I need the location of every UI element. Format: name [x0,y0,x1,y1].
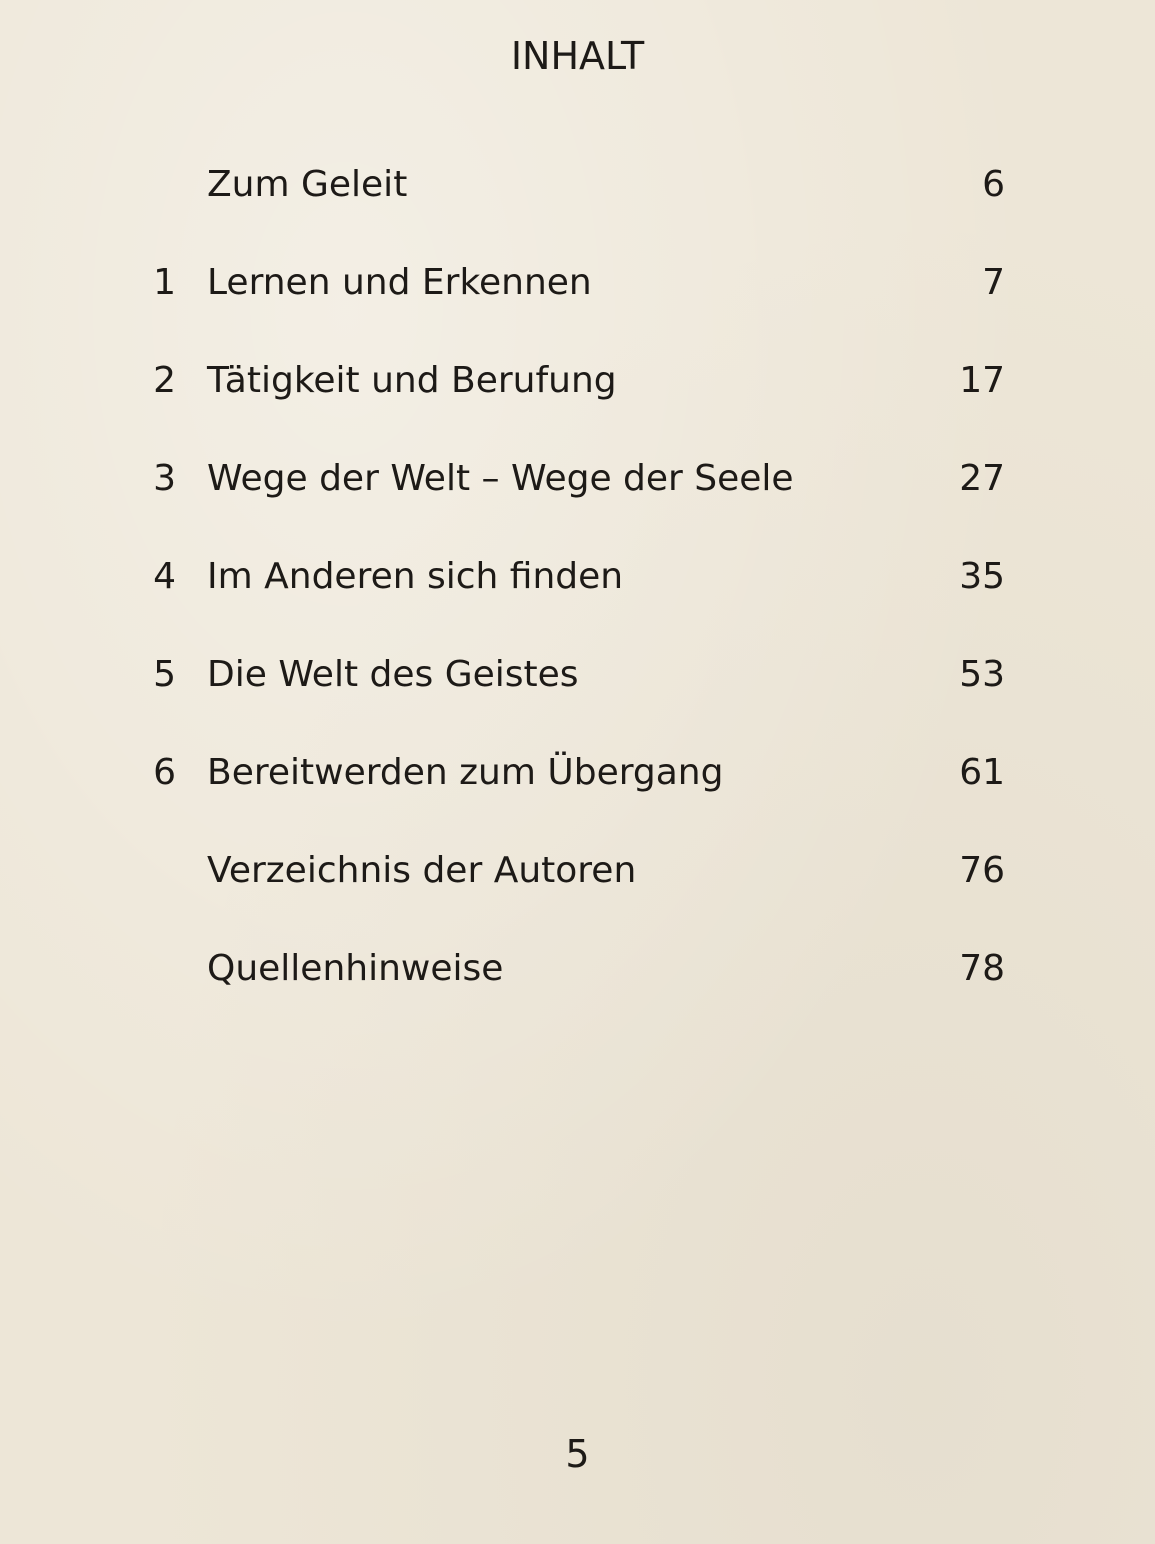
chapter-page-number: 17 [959,360,1005,401]
chapter-title: Im Anderen sich finden [207,556,624,597]
chapter-page-number: 76 [959,850,1005,891]
page-title: INHALT [510,34,645,78]
chapter-page-number: 27 [959,458,1005,499]
toc-entry [0,552,1155,602]
chapter-title: Die Welt des Geistes [207,654,579,695]
toc-entry [0,944,1155,994]
chapter-title: Lernen und Erkennen [207,262,592,303]
chapter-number: 3 [153,458,176,499]
toc-entry [0,748,1155,798]
toc-entry [0,160,1155,210]
chapter-title: Verzeichnis der Autoren [207,850,637,891]
page-number: 5 [565,1432,590,1476]
chapter-title: Wege der Welt – Wege der Seele [207,458,794,499]
toc-entry [0,454,1155,504]
chapter-page-number: 7 [982,262,1005,303]
chapter-page-number: 6 [982,164,1005,205]
chapter-number: 4 [153,556,176,597]
chapter-number: 6 [153,752,176,793]
chapter-page-number: 61 [959,752,1005,793]
chapter-number: 1 [153,262,176,303]
toc-entry [0,650,1155,700]
chapter-page-number: 35 [959,556,1005,597]
toc-entry [0,846,1155,896]
chapter-title: Quellenhinweise [207,948,504,989]
chapter-number: 5 [153,654,176,695]
chapter-page-number: 78 [959,948,1005,989]
chapter-title: Tätigkeit und Berufung [207,360,617,401]
chapter-title: Zum Geleit [207,164,408,205]
toc-entry [0,258,1155,308]
chapter-title: Bereitwerden zum Übergang [207,752,724,793]
chapter-page-number: 53 [959,654,1005,695]
toc-entry [0,356,1155,406]
chapter-number: 2 [153,360,176,401]
